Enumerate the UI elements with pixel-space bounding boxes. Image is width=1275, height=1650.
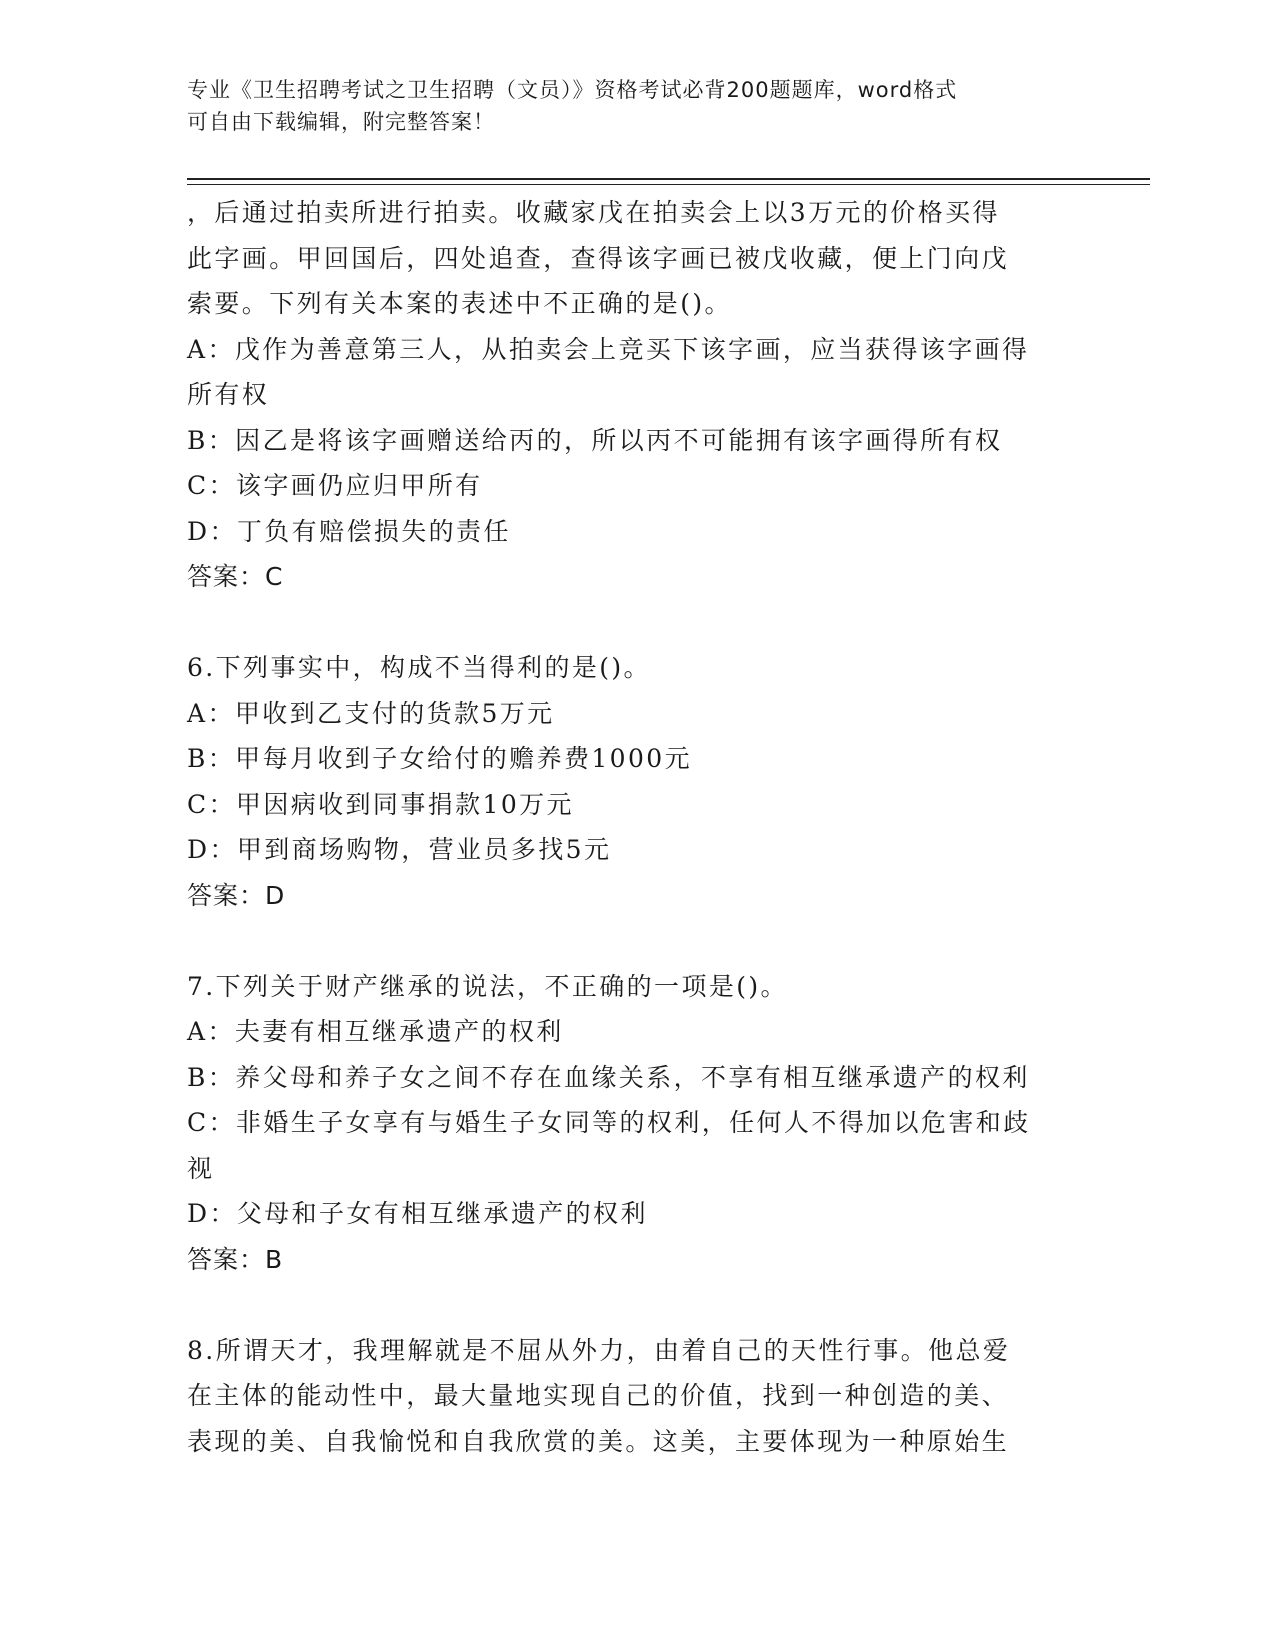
header-divider-thin xyxy=(187,184,1150,185)
question-7-option-b: B：养父母和养子女之间不存在血缘关系，不享有相互继承遗产的权利 xyxy=(187,1062,1030,1092)
question-7-option-d: D：父母和子女有相互继承遗产的权利 xyxy=(187,1199,648,1228)
question-5-answer: 答案：C xyxy=(187,562,284,591)
question-5-option-d: D：丁负有赔偿损失的责任 xyxy=(187,516,511,546)
question-5-stem-line: ，后通过拍卖所进行拍卖。收藏家戊在拍卖会上以3万元的价格买得 xyxy=(187,198,1000,227)
header-title-line-1: 专业《卫生招聘考试之卫生招聘（文员）》资格考试必背200题题库，word格式 xyxy=(187,78,958,102)
question-5-stem-line: 此字画。甲回国后，四处追查，查得该字画已被戊收藏，便上门向戊 xyxy=(187,243,1010,273)
question-8-stem-line: 8.所谓天才，我理解就是不屈从外力，由着自己的天性行事。他总爱 xyxy=(187,1335,1011,1365)
question-6 xyxy=(187,645,1087,918)
question-8 xyxy=(187,1328,1087,1465)
question-8-stem-line: 在主体的能动性中，最大量地实现自己的价值，找到一种创造的美、 xyxy=(187,1381,1010,1410)
spacer xyxy=(187,918,1087,964)
header-divider-thick xyxy=(187,178,1150,180)
question-6-option-c: C：甲因病收到同事捐款10万元 xyxy=(187,789,574,819)
question-6-option-d: D：甲到商场购物，营业员多找5元 xyxy=(187,835,612,864)
question-6-option-a: A：甲收到乙支付的货款5万元 xyxy=(187,698,555,728)
question-6-answer: 答案：D xyxy=(187,880,286,910)
document-header xyxy=(187,74,1067,138)
header-title-line-2: 可自由下载编辑，附完整答案！ xyxy=(187,110,495,134)
spacer xyxy=(187,1282,1087,1328)
spacer xyxy=(187,600,1087,646)
question-7-answer: 答案：B xyxy=(187,1244,284,1274)
question-5 xyxy=(187,190,1087,600)
question-5-option-c: C：该字画仍应归甲所有 xyxy=(187,471,483,500)
question-6-stem: 6.下列事实中，构成不当得利的是()。 xyxy=(187,653,651,682)
question-7-option-c-continued: 视 xyxy=(187,1153,215,1183)
question-5-stem-line: 索要。下列有关本案的表述中不正确的是()。 xyxy=(187,289,732,318)
question-7-stem: 7.下列关于财产继承的说法，不正确的一项是()。 xyxy=(187,971,788,1001)
question-7-option-c: C：非婚生子女享有与婚生子女同等的权利，任何人不得加以危害和歧 xyxy=(187,1108,1031,1137)
question-5-option-a-continued: 所有权 xyxy=(187,380,270,409)
question-7 xyxy=(187,964,1087,1283)
question-5-option-a: A：戊作为善意第三人，从拍卖会上竞买下该字画，应当获得该字画得 xyxy=(187,334,1030,364)
question-5-option-b: B：因乙是将该字画赠送给丙的，所以丙不可能拥有该字画得所有权 xyxy=(187,425,1003,455)
question-6-option-b: B：甲每月收到子女给付的赡养费1000元 xyxy=(187,744,692,773)
question-7-option-a: A：夫妻有相互继承遗产的权利 xyxy=(187,1017,564,1046)
question-8-stem-line: 表现的美、自我愉悦和自我欣赏的美。这美，主要体现为一种原始生 xyxy=(187,1426,1010,1456)
document-body xyxy=(187,190,1087,1464)
